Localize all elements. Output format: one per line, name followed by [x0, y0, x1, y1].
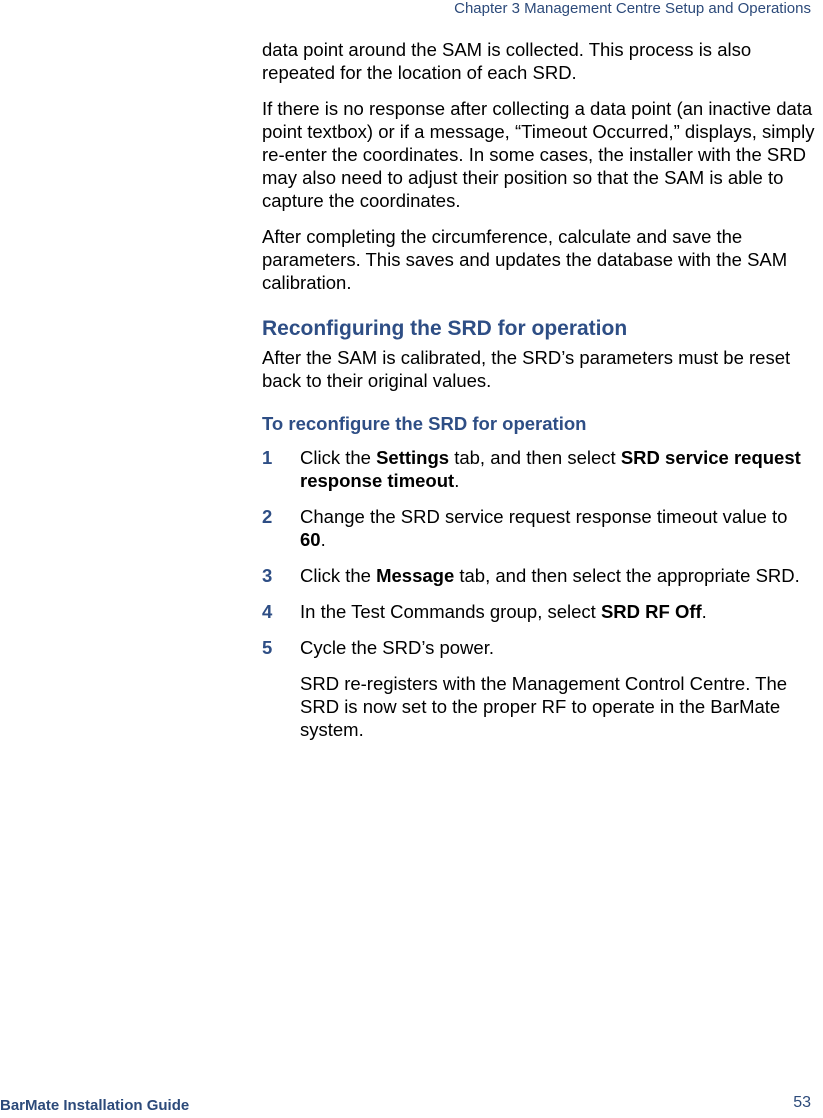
procedure-step — [262, 446, 815, 492]
ui-term: SRD service request response timeout — [300, 447, 801, 491]
body-paragraph: If there is no response after collecting a data point (an inactive data point textbox) or if a message, “Timeout Occurred,” displays, simply re-enter the coordinates. In some cases, the installer with the SRD may also need to adjust their position so that the SAM is able to capture the coordinates. — [262, 98, 815, 211]
page-content — [262, 38, 815, 741]
procedure-step — [262, 505, 815, 551]
step-text: Click the Message tab, and then select the appropriate SRD. — [300, 565, 800, 586]
step-number: 4 — [262, 601, 273, 622]
section-heading: Reconfiguring the SRD for operation — [262, 317, 628, 340]
procedure-step — [262, 564, 815, 587]
step-text: In the Test Commands group, select SRD RF Off. — [300, 601, 707, 622]
procedure-heading: To reconfigure the SRD for operation — [262, 413, 587, 434]
step-number: 5 — [262, 637, 273, 658]
step-number: 1 — [262, 447, 273, 468]
body-paragraph: data point around the SAM is collected. This process is also repeated for the location of each SRD. — [262, 39, 752, 83]
ui-term: SRD RF Off — [600, 601, 702, 622]
ui-term: 60 — [300, 529, 321, 550]
section-intro: After the SAM is calibrated, the SRD’s parameters must be reset back to their original values. — [262, 347, 791, 391]
step-number: 3 — [262, 565, 273, 586]
ui-term: Message — [376, 565, 455, 586]
ui-term: Settings — [376, 447, 450, 468]
step-number: 2 — [262, 506, 273, 527]
step-text: Click the Settings tab, and then select SRD service request response timeout. — [300, 447, 801, 491]
procedure-step — [262, 600, 815, 623]
step-result: SRD re-registers with the Management Control Centre. The SRD is now set to the proper RF to operate in the BarMate system. — [300, 673, 788, 740]
step-text: Change the SRD service request response timeout value to 60. — [300, 506, 788, 550]
footer-doc-title: BarMate Installation Guide — [0, 1097, 190, 1114]
page-number: 53 — [793, 1094, 811, 1111]
running-header: Chapter 3 Management Centre Setup and Operations — [454, 0, 811, 17]
step-text: Cycle the SRD’s power. — [300, 637, 494, 658]
procedure-step — [262, 636, 815, 659]
body-paragraph: After completing the circumference, calculate and save the parameters. This saves and updates the database with the SAM calibration. — [262, 226, 788, 293]
